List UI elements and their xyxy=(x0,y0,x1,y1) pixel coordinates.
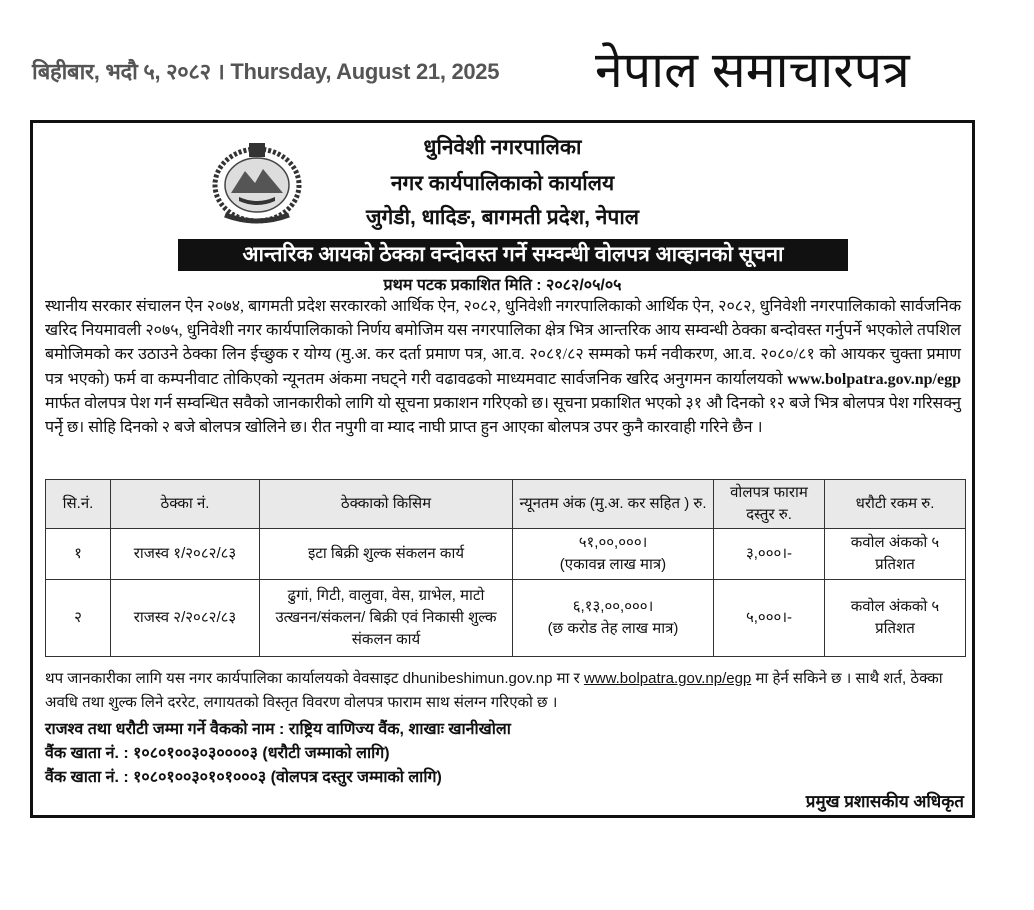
bolpatra-link[interactable]: www.bolpatra.gov.np/egp xyxy=(787,370,961,388)
cell-form-fee: ५,०००।- xyxy=(714,580,825,657)
table-row xyxy=(46,529,966,580)
info-text: थप जानकारीका लागि यस नगर कार्यपालिका कार्यालयको वेवसाइट dhunibeshimun.gov.np मा र xyxy=(45,670,584,687)
table-header-row xyxy=(46,480,966,529)
org-name: धुनिवेशी नगरपालिका xyxy=(423,136,582,159)
col-header: ठेक्काको किसिम xyxy=(260,480,513,529)
cell-contract-no: राजस्व २/२०८२/८३ xyxy=(111,580,260,657)
newspaper-masthead: नेपाल समाचारपत्र xyxy=(595,42,910,98)
table-row xyxy=(46,580,966,657)
cell-type: ढुगां, गिटी, वालुवा, वेस, ग्राभेल, माटो उत्खनन/संकलन/ बिक्री एवं निकासी शुल्क संकलन कार्य xyxy=(260,580,513,657)
col-header: ठेक्का नं. xyxy=(111,480,260,529)
newspaper-dateline: बिहीबार, भदौ ५, २०८२ । Thursday, August 21, 2025 xyxy=(32,59,500,84)
office-name: नगर कार्यपालिकाको कार्यालय xyxy=(390,172,615,195)
notice-box xyxy=(30,120,975,818)
bank-name: राजश्व तथा धरौटी जम्मा गर्ने वैकको नाम : राष्ट्रिय वाणिज्य वैंक, शाखाः खानीखोला xyxy=(45,721,511,738)
bolpatra-footer-link[interactable]: www.bolpatra.gov.np/egp xyxy=(583,670,752,687)
signatory-title: प्रमुख प्रशासकीय अधिकृत xyxy=(805,792,964,811)
office-address: जुगेडी, धादिङ, बागमती प्रदेश, नेपाल xyxy=(365,206,640,229)
bank-account-deposit: वैंक खाता नं. : १०८०१००३०३००००३ (धरौटी जम्माको लागि) xyxy=(45,745,390,762)
col-header: धरौटी रकम रु. xyxy=(825,480,966,529)
bank-account-form-fee: वैंक खाता नं. : १०८०१००३०१०१०००३ (वोलपत्र दस्तुर जम्माको लागि) xyxy=(45,769,442,786)
min-amount: ६,१३,००,०००। xyxy=(572,598,654,615)
footer-info xyxy=(45,667,961,715)
body-text: स्थानीय सरकार संचालन ऐन २०७४, बागमती प्रदेश सरकारको आर्थिक ऐन, २०८२, धुनिवेशी नगरपालिकाको आर्थिक ऐन, २०८२, धुनिवेशी नगरपालिकाको सार्वजनिक खरिद नियमावली २०७५, धुनिवेशी नगर कार्यपालिकाको निर्णय बमोजिम यस नगरपालिका क्षेत्र भित्र आन्तरिक आय सम्वन्धी ठेक्का बन्दोवस्त गर्नुपर्ने भएकोले तपशिल बमोजिमको कर उठाउने ठेक्का लिन ईच्छुक र योग्य (मु.अ. कर दर्ता प्रमाण पत्र, आ.व. २०८१/८२ सम्मको फर्म नवीकरण, आ.व. २०८०/८१ को आयकर चुक्ता प्रमाण पत्र भएको) फर्म वा कम्पनीवाट तोकिएको न्यूनतम अंकमा नघट्ने गरी वढावढको माध्यमवाट सार्वजनिक खरिद अनुगमन कार्यालयको xyxy=(45,298,961,388)
info-text: मा हेर्न सकिने छ । साथै शर्त, ठेक्का अवधि तथा शुल्क लिने दररेट, लगायतको विस्तृत विवरण वोलपत्र फाराम साथ संलग्न गरिएको छ । xyxy=(45,670,943,711)
notice-body xyxy=(45,295,961,440)
cell-deposit: कवोल अंकको ५ प्रतिशत xyxy=(825,580,966,657)
cell-sn: २ xyxy=(46,580,111,657)
col-header: सि.नं. xyxy=(46,480,111,529)
cell-deposit: कवोल अंकको ५ प्रतिशत xyxy=(825,529,966,580)
col-header: वोलपत्र फाराम दस्तुर रु. xyxy=(714,480,825,529)
body-text: मार्फत वोलपत्र पेश गर्न सम्वन्धित सवैको जानकारीको लागि यो सूचना प्रकाशन गरिएको छ। सूचना प्रकाशित भएको ३१ औ दिनको १२ बजे भित्र बोलपत्र पेश गरिसक्नु पर्नेृ छ। सोहि दिनको २ बजे बोलपत्र खोलिने छ। रीत नपुगी वा म्याद नाघी प्राप्त हुन आएका बोलपत्र उपर कुनै कारवाही गरिने छैन । xyxy=(45,394,961,437)
contract-table xyxy=(45,479,966,657)
cell-sn: १ xyxy=(46,529,111,580)
col-header: न्यूनतम अंक (मु.अ. कर सहित ) रु. xyxy=(513,480,714,529)
notice-title-banner: आन्तरिक आयको ठेक्का वन्दोवस्त गर्ने सम्वन्धी वोलपत्र आव्हानको सूचना xyxy=(178,239,848,271)
cell-min-amount xyxy=(513,580,714,657)
publication-date: प्रथम पटक प्रकाशित मिति : २०८२/०५/०५ xyxy=(383,277,622,294)
cell-form-fee: ३,०००।- xyxy=(714,529,825,580)
min-amount: ५१,००,०००। xyxy=(578,534,648,551)
cell-contract-no: राजस्व १/२०८२/८३ xyxy=(111,529,260,580)
cell-min-amount xyxy=(513,529,714,580)
cell-type: इटा बिक्री शुल्क संकलन कार्य xyxy=(260,529,513,580)
min-amount-words: (एकावन्न लाख मात्र) xyxy=(559,556,667,573)
min-amount-words: (छ करोड तेह लाख मात्र) xyxy=(547,620,679,637)
